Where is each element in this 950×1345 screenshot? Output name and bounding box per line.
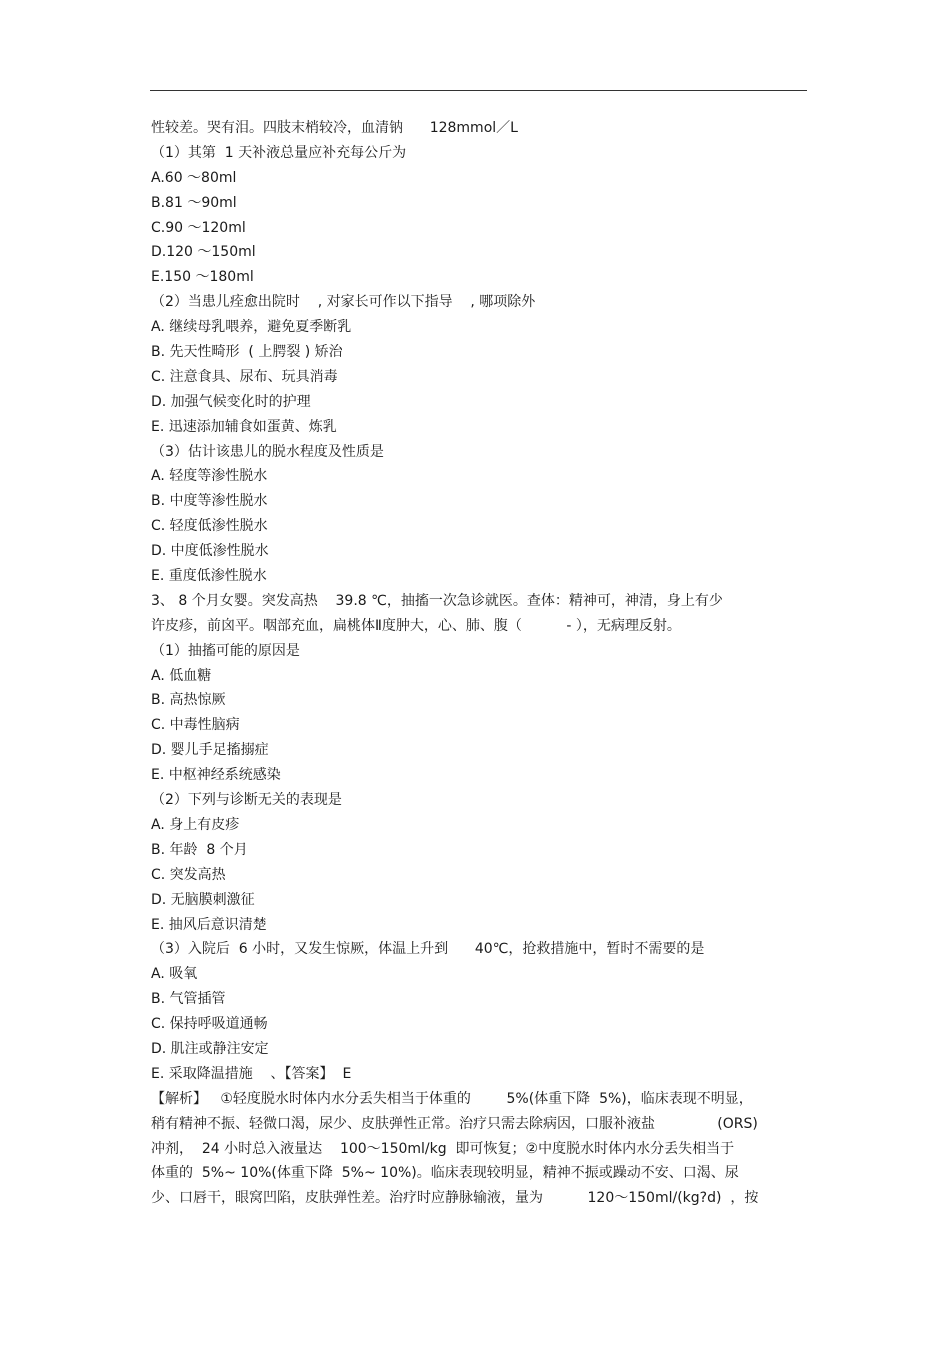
text-line: 性较差。哭有泪。四肢末梢较冷，血清钠 128mmol／L bbox=[151, 120, 518, 136]
answer-option: C. 注意食具、尿布、玩具消毒 bbox=[151, 368, 338, 385]
answer-option: D. 中度低渗性脱水 bbox=[151, 543, 269, 560]
explanation-text: 冲剂， 24 小时总入液量达 100～150ml/kg 即可恢复；②中度脱水时体内水分丢失相当于 bbox=[151, 1140, 735, 1157]
explanation-text: 稍有精神不振、轻微口渴，尿少、皮肤弹性正常。治疗只需去除病因，口服补液盐 (ORS) bbox=[151, 1115, 758, 1132]
answer-option: C. 突发高热 bbox=[151, 866, 226, 883]
question-stem: （1）抽搐可能的原因是 bbox=[151, 642, 300, 659]
answer-option: C.90 ～120ml bbox=[151, 219, 246, 236]
answer-option: D. 无脑膜刺激征 bbox=[151, 891, 255, 908]
answer-option: E. 中枢神经系统感染 bbox=[151, 767, 281, 784]
answer-option: A. 继续母乳喂养，避免夏季断乳 bbox=[151, 319, 352, 336]
answer-option: D. 肌注或静注安定 bbox=[151, 1040, 269, 1057]
document-body bbox=[151, 116, 811, 1211]
answer-option: A. 吸氧 bbox=[151, 966, 198, 983]
answer-option: B.81 ～90ml bbox=[151, 194, 237, 211]
answer-option: E. 抽风后意识清楚 bbox=[151, 916, 267, 933]
answer-option: D. 加强气候变化时的护理 bbox=[151, 393, 311, 410]
explanation-text: 体重的 5%~ 10%(体重下降 5%~ 10%)。临床表现较明显，精神不振或躁动不安、口渴、尿 bbox=[151, 1165, 739, 1182]
answer-option: A. 身上有皮疹 bbox=[151, 816, 240, 833]
case-description: 3、 8 个月女婴。突发高热 39.8 ℃，抽搐一次急诊就医。查体：精神可，神清，身上有少 bbox=[151, 592, 723, 609]
answer-option: C. 中毒性脑病 bbox=[151, 717, 240, 734]
explanation-text: 【解析】 ①轻度脱水时体内水分丢失相当于体重的 5%(体重下降 5%)，临床表现不明显， bbox=[151, 1090, 753, 1107]
answer-option: A. 轻度等渗性脱水 bbox=[151, 468, 268, 485]
header-rule bbox=[150, 90, 807, 91]
answer-option: D.120 ～150ml bbox=[151, 244, 256, 261]
answer-option: B. 高热惊厥 bbox=[151, 692, 226, 709]
question-stem: （3）估计该患儿的脱水程度及性质是 bbox=[151, 443, 384, 460]
question-stem: （2）当患儿痊愈出院时 , 对家长可作以下指导 , 哪项除外 bbox=[151, 294, 536, 311]
answer-option: B. 年龄 8 个月 bbox=[151, 841, 248, 858]
case-description: 许皮疹，前囟平。咽部充血，扁桃体Ⅱ度肿大，心、肺、腹（ - ），无病理反射。 bbox=[151, 617, 681, 634]
answer-option: E. 重度低渗性脱水 bbox=[151, 568, 267, 585]
answer-option: B. 中度等渗性脱水 bbox=[151, 493, 268, 510]
explanation-text: 少、口唇干，眼窝凹陷，皮肤弹性差。治疗时应静脉输液，量为 120～150ml/(kg?d) ，按 bbox=[151, 1190, 759, 1207]
answer-option: B. 气管插管 bbox=[151, 991, 226, 1008]
answer-option: E. 迅速添加辅食如蛋黄、炼乳 bbox=[151, 418, 337, 435]
answer-option: D. 婴儿手足搐搦症 bbox=[151, 742, 269, 759]
question-stem: （1）其第 1 天补液总量应补充每公斤为 bbox=[151, 144, 407, 161]
question-stem: （2）下列与诊断无关的表现是 bbox=[151, 792, 342, 809]
answer-option: E. 采取降温措施 、【答案】 E bbox=[151, 1065, 352, 1082]
answer-option: B. 先天性畸形 ( 上腭裂 ) 矫治 bbox=[151, 344, 343, 361]
question-stem: （3）入院后 6 小时，又发生惊厥，体温上升到 40℃，抢救措施中，暂时不需要的是 bbox=[151, 941, 705, 958]
answer-option: C. 轻度低渗性脱水 bbox=[151, 518, 268, 535]
answer-option: A. 低血糖 bbox=[151, 667, 212, 684]
answer-option: A.60 ～80ml bbox=[151, 169, 237, 186]
answer-option: E.150 ～180ml bbox=[151, 269, 254, 286]
answer-option: C. 保持呼吸道通畅 bbox=[151, 1016, 268, 1033]
